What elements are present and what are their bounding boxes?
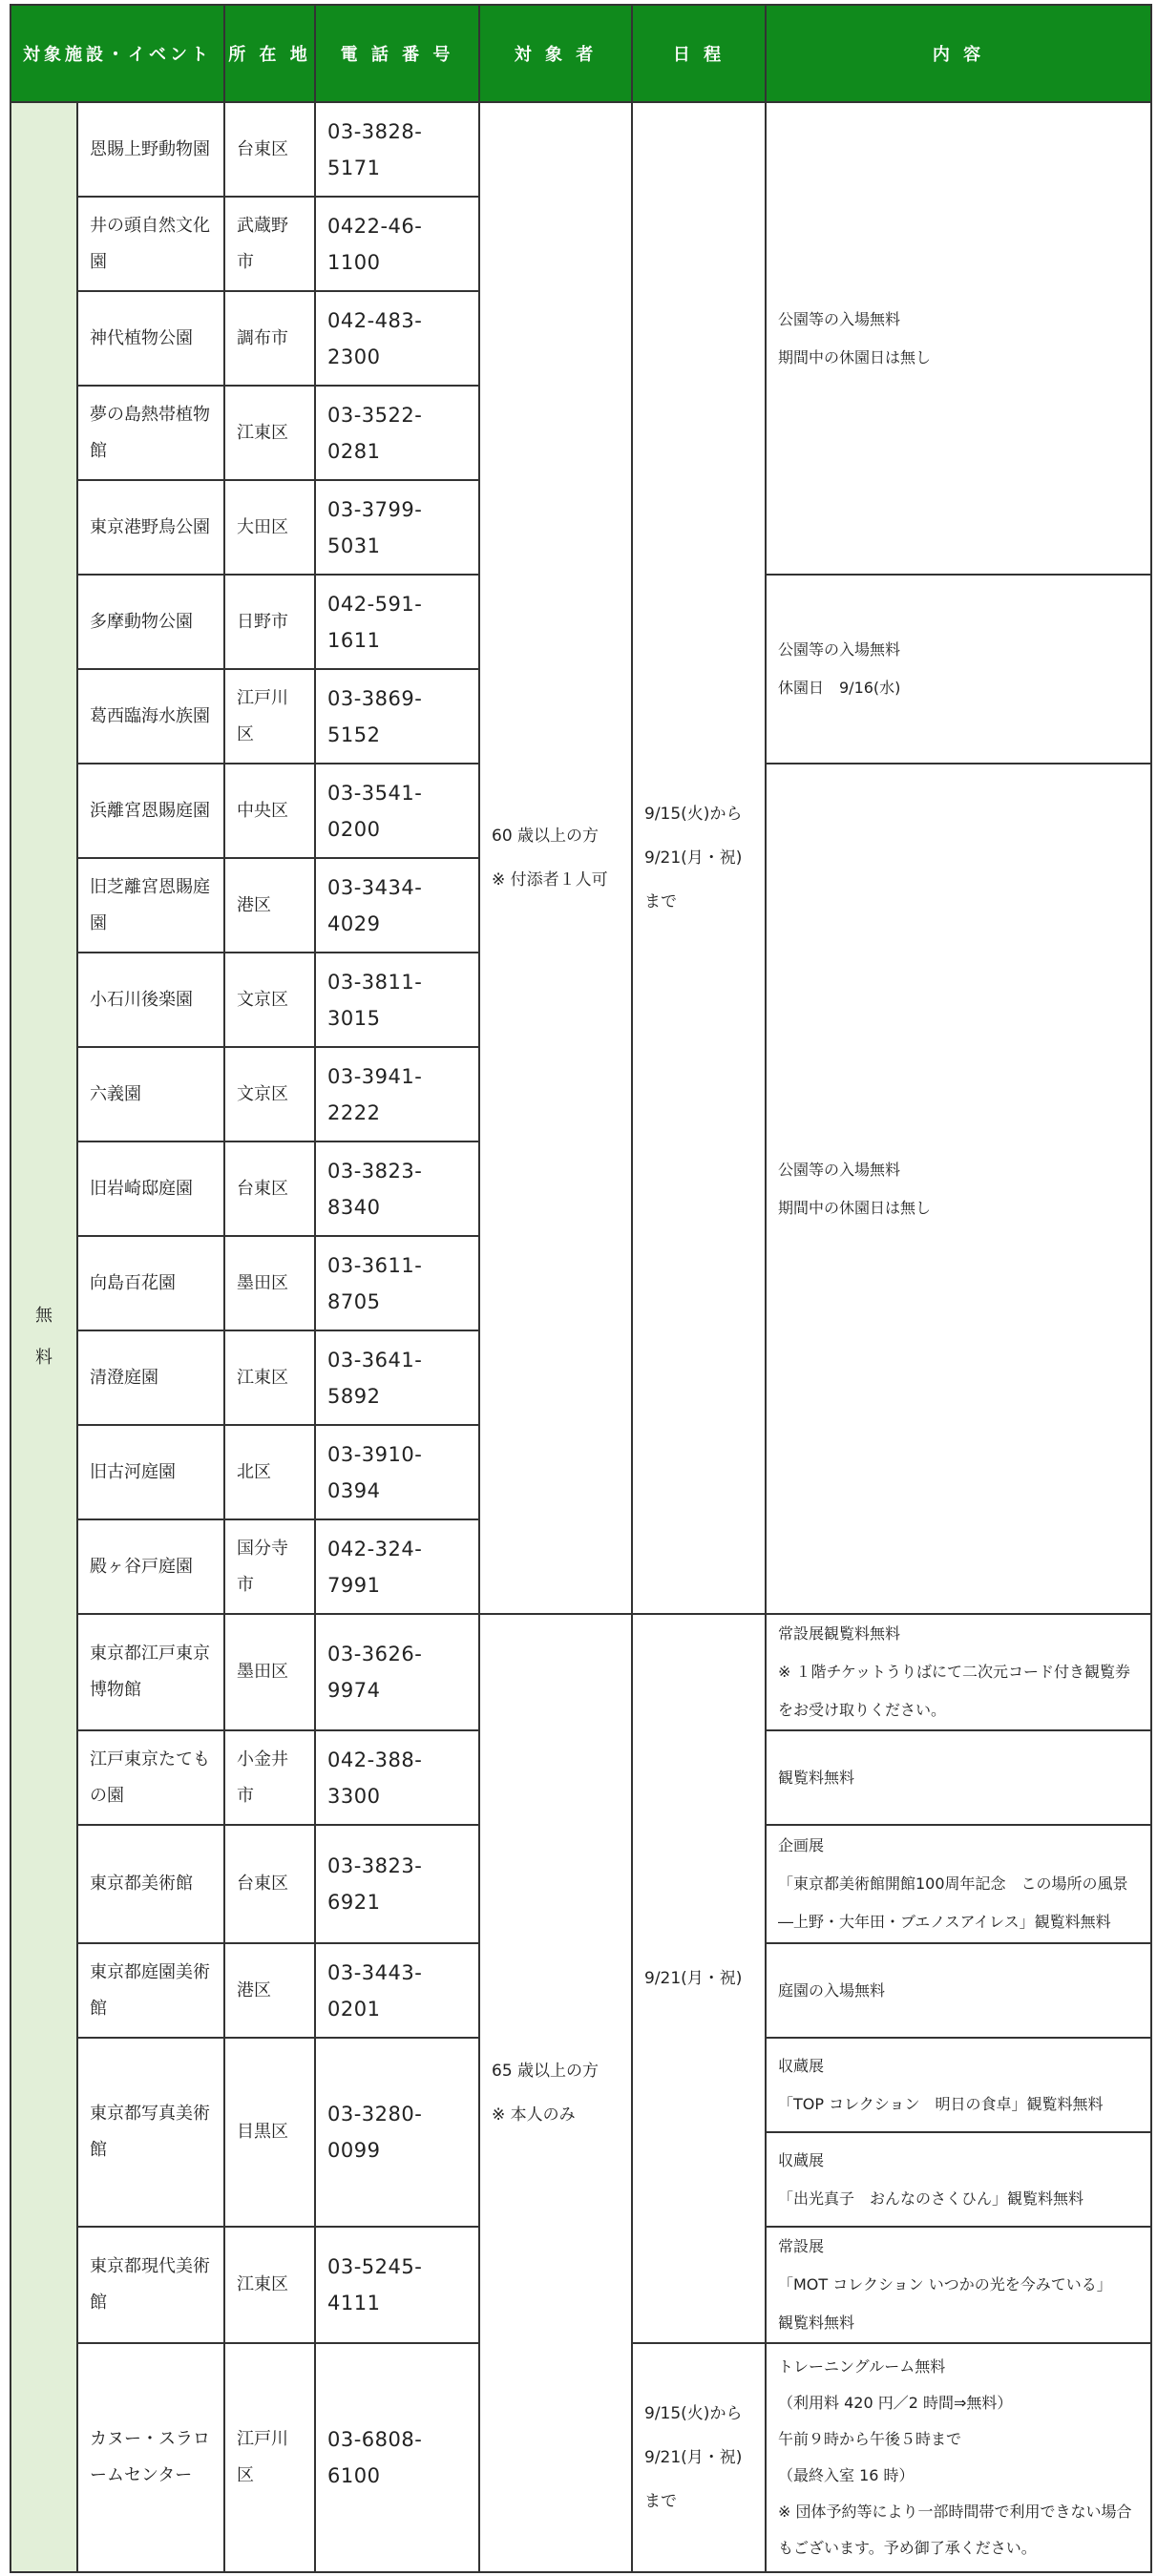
facility-name: 向島百花園 — [77, 1236, 224, 1330]
facility-location: 武蔵野市 — [224, 197, 315, 291]
facility-name: 多摩動物公園 — [77, 575, 224, 669]
target-line: 60 歳以上の方 — [492, 827, 600, 846]
content-cell — [766, 2132, 1151, 2227]
facility-phone: 03-3869-5152 — [315, 669, 479, 764]
facility-location: 江東区 — [224, 1330, 315, 1425]
facility-name: カヌー・スラロームセンター — [77, 2343, 224, 2572]
facility-name: 葛西臨海水族園 — [77, 669, 224, 764]
schedule-cell — [632, 1614, 766, 2343]
header-schedule: 日 程 — [632, 5, 766, 102]
content-line: 休園日 9/16(水) — [778, 679, 901, 697]
content-cell — [766, 102, 1151, 575]
content-line: ※ １階チケットうりばにて二次元コード付き観覧券 — [778, 1663, 1131, 1681]
content-cell — [766, 575, 1151, 764]
table-row — [11, 102, 1151, 197]
facility-name: 六義園 — [77, 1047, 224, 1141]
content-cell — [766, 764, 1151, 1614]
header-target: 対 象 者 — [479, 5, 632, 102]
facility-location: 日野市 — [224, 575, 315, 669]
content-line: 「出光真子 おんなのさくひん」観覧料無料 — [778, 2189, 1084, 2208]
facility-name: 東京都美術館 — [77, 1825, 224, 1943]
facility-name: 旧古河庭園 — [77, 1425, 224, 1519]
header-content: 内 容 — [766, 5, 1151, 102]
facility-name: 東京都写真美術館 — [77, 2038, 224, 2227]
content-line: 観覧料無料 — [778, 1768, 855, 1787]
facility-phone: 03-3828-5171 — [315, 102, 479, 197]
schedule-line: 9/21(月・祝)まで — [644, 848, 743, 911]
category-cell — [11, 102, 77, 2572]
facility-location: 中央区 — [224, 764, 315, 858]
category-label: 無料 — [35, 1306, 53, 1368]
facility-name: 神代植物公園 — [77, 291, 224, 386]
content-cell — [766, 1943, 1151, 2038]
content-line: （最終入室 16 時） — [778, 2466, 915, 2484]
facility-location: 国分寺市 — [224, 1519, 315, 1614]
facility-table — [10, 4, 1152, 2573]
content-line: をお受け取りください。 — [778, 1701, 947, 1719]
content-cell — [766, 1614, 1151, 1730]
facility-location: 台東区 — [224, 1141, 315, 1236]
facility-name: 東京都江戸東京博物館 — [77, 1614, 224, 1730]
facility-name: 夢の島熱帯植物館 — [77, 386, 224, 480]
facility-name: 旧芝離宮恩賜庭園 — [77, 858, 224, 953]
target-line: ※ 付添者１人可 — [492, 870, 608, 890]
content-cell — [766, 2038, 1151, 2132]
header-phone: 電 話 番 号 — [315, 5, 479, 102]
facility-phone: 03-3443-0201 — [315, 1943, 479, 2038]
facility-location: 港区 — [224, 1943, 315, 2038]
facility-name: 清澄庭園 — [77, 1330, 224, 1425]
facility-location: 港区 — [224, 858, 315, 953]
facility-phone: 03-3799-5031 — [315, 480, 479, 575]
facility-phone: 042-591-1611 — [315, 575, 479, 669]
facility-phone: 03-3941-2222 — [315, 1047, 479, 1141]
content-line: 収蔵展 — [778, 2056, 825, 2075]
content-line: 常設展観覧料無料 — [778, 1624, 901, 1643]
facility-location: 台東区 — [224, 102, 315, 197]
schedule-cell — [632, 2343, 766, 2572]
facility-phone: 03-3823-8340 — [315, 1141, 479, 1236]
facility-location: 文京区 — [224, 1047, 315, 1141]
facility-name: 小石川後楽園 — [77, 953, 224, 1047]
content-line: 常設展 — [778, 2237, 825, 2255]
facility-location: 墨田区 — [224, 1236, 315, 1330]
content-line: 「MOT コレクション いつかの光を今みている」 — [778, 2275, 1112, 2293]
facility-phone: 0422-46-1100 — [315, 197, 479, 291]
schedule-line: 9/21(月・祝) — [644, 1969, 743, 1988]
content-cell — [766, 2227, 1151, 2343]
facility-phone: 03-3541-0200 — [315, 764, 479, 858]
content-line: もございます。予め御了承ください。 — [778, 2539, 1037, 2557]
facility-location: 小金井市 — [224, 1730, 315, 1825]
target-cell — [479, 102, 632, 1614]
header-location: 所 在 地 — [224, 5, 315, 102]
schedule-cell — [632, 102, 766, 1614]
target-cell — [479, 1614, 632, 2572]
schedule-line: 9/21(月・祝)まで — [644, 2448, 743, 2511]
content-line: 収蔵展 — [778, 2150, 825, 2169]
facility-phone: 03-3522-0281 — [315, 386, 479, 480]
facility-location: 台東区 — [224, 1825, 315, 1943]
facility-phone: 03-3910-0394 — [315, 1425, 479, 1519]
facility-name: 恩賜上野動物園 — [77, 102, 224, 197]
content-line: 公園等の入場無料 — [778, 1160, 901, 1179]
facility-phone: 03-3626-9974 — [315, 1614, 479, 1730]
facility-location: 北区 — [224, 1425, 315, 1519]
facility-location: 墨田区 — [224, 1614, 315, 1730]
content-cell — [766, 1730, 1151, 1825]
facility-name: 殿ヶ谷戸庭園 — [77, 1519, 224, 1614]
facility-location: 目黒区 — [224, 2038, 315, 2227]
facility-location: 江戸川区 — [224, 2343, 315, 2572]
schedule-line: 9/15(火)から — [644, 2404, 743, 2423]
facility-phone: 03-3280-0099 — [315, 2038, 479, 2227]
content-line: ―上野・大年田・ブエノスアイレス」観覧料無料 — [778, 1913, 1111, 1931]
content-cell — [766, 1825, 1151, 1943]
content-line: 観覧料無料 — [778, 2314, 855, 2332]
facility-phone: 03-6808-6100 — [315, 2343, 479, 2572]
content-line: トレーニングルーム無料 — [778, 2357, 946, 2376]
schedule-line: 9/15(火)から — [644, 805, 743, 824]
content-line: 「TOP コレクション 明日の食卓」観覧料無料 — [778, 2094, 1104, 2113]
facility-name: 江戸東京たてもの園 — [77, 1730, 224, 1825]
facility-phone: 03-3641-5892 — [315, 1330, 479, 1425]
content-cell — [766, 2343, 1151, 2572]
facility-name: 旧岩崎邸庭園 — [77, 1141, 224, 1236]
facility-name: 東京港野鳥公園 — [77, 480, 224, 575]
facility-phone: 042-324-7991 — [315, 1519, 479, 1614]
facility-location: 江東区 — [224, 2227, 315, 2343]
content-line: 公園等の入場無料 — [778, 640, 901, 659]
facility-location: 文京区 — [224, 953, 315, 1047]
header-row — [11, 5, 1151, 102]
facility-name: 東京都庭園美術館 — [77, 1943, 224, 2038]
facility-phone: 03-3811-3015 — [315, 953, 479, 1047]
facility-name: 東京都現代美術館 — [77, 2227, 224, 2343]
facility-name: 浜離宮恩賜庭園 — [77, 764, 224, 858]
facility-name: 井の頭自然文化園 — [77, 197, 224, 291]
content-line: 期間中の休園日は無し — [778, 1198, 932, 1217]
content-line: 庭園の入場無料 — [778, 1980, 886, 2000]
facility-phone: 03-3434-4029 — [315, 858, 479, 953]
facility-location: 江東区 — [224, 386, 315, 480]
facility-phone: 03-3611-8705 — [315, 1236, 479, 1330]
header-facility: 対象施設・イベント — [11, 5, 224, 102]
content-line: ※ 団体予約等により一部時間帯で利用できない場合 — [778, 2503, 1132, 2521]
facility-phone: 042-388-3300 — [315, 1730, 479, 1825]
content-line: （利用料 420 円／2 時間⇒無料） — [778, 2394, 1013, 2412]
content-line: 企画展 — [778, 1836, 825, 1854]
target-line: ※ 本人のみ — [492, 2105, 576, 2125]
content-line: 「東京都美術館開館100周年記念 この場所の風景 — [778, 1874, 1128, 1893]
facility-location: 大田区 — [224, 480, 315, 575]
content-line: 午前９時から午後５時まで — [778, 2430, 962, 2448]
target-line: 65 歳以上の方 — [492, 2062, 600, 2081]
content-line: 期間中の休園日は無し — [778, 347, 932, 367]
facility-phone: 03-5245-4111 — [315, 2227, 479, 2343]
content-line: 公園等の入場無料 — [778, 309, 901, 328]
facility-location: 江戸川区 — [224, 669, 315, 764]
facility-location: 調布市 — [224, 291, 315, 386]
facility-phone: 042-483-2300 — [315, 291, 479, 386]
facility-phone: 03-3823-6921 — [315, 1825, 479, 1943]
table-row — [11, 1614, 1151, 1730]
